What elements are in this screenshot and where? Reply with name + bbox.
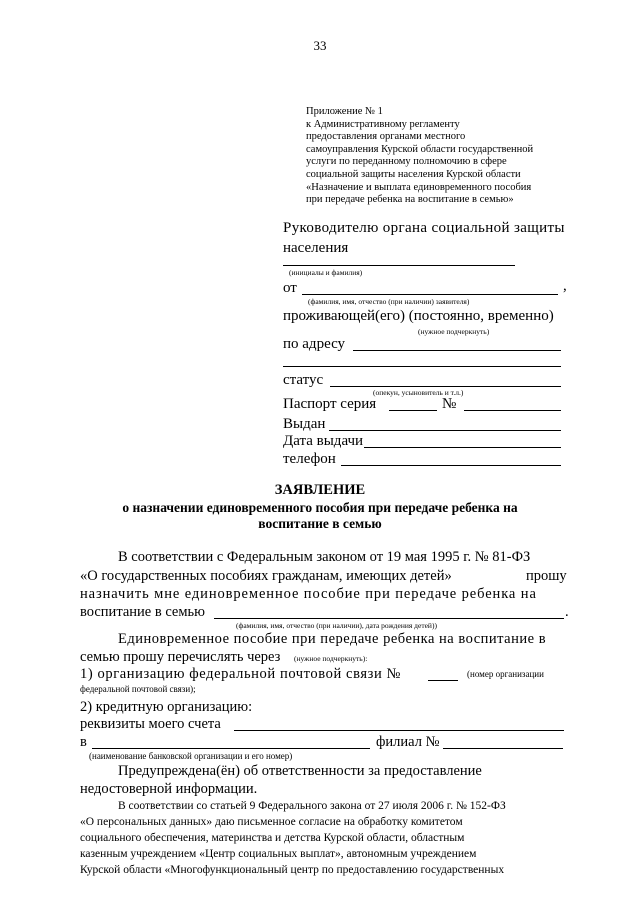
appendix-line: к Административному регламенту — [306, 118, 460, 130]
paragraph-1-dot: . — [565, 604, 569, 620]
consent-line-2: «О персональных данных» даю письменное согласие на обработку комитетом — [80, 816, 463, 828]
document-title: ЗАЯВЛЕНИЕ — [274, 482, 366, 498]
initials-underline — [283, 265, 515, 266]
address-label: по адресу — [283, 336, 346, 352]
warning-line-1: Предупреждена(ён) об ответственности за предоставление — [118, 763, 482, 779]
from-label: от — [283, 280, 297, 296]
appendix-block — [306, 106, 606, 207]
from-comma: , — [563, 278, 567, 294]
paragraph-1-line-2-end: прошу — [526, 568, 567, 584]
addressee-line2: населения — [283, 240, 349, 256]
fio-hint: (фамилия, имя, отчество (при наличии) заявителя) — [308, 297, 470, 306]
paragraph-1-line-2: «О государственных пособиях гражданам, имеющих детей» — [80, 568, 452, 584]
option-1-hint-2: федеральной почтовой связи); — [80, 684, 196, 694]
status-underline — [330, 386, 561, 387]
document-subtitle-2: воспитание в семью — [258, 516, 382, 531]
issued-field — [329, 430, 561, 431]
appendix-line: «Назначение и выплата единовременного пособия — [306, 181, 532, 193]
appendix-line: самоуправления Курской области государственной — [306, 143, 534, 155]
phone-label: телефон — [283, 451, 336, 467]
child-info-hint: (фамилия, имя, отчество (при наличии), дата рождения детей)) — [236, 621, 437, 630]
status-hint: (опекун, усыновитель и т.л.) — [373, 388, 464, 397]
paragraph-2-hint: (нужное подчеркнуть): — [294, 654, 368, 663]
passport-number-label: № — [442, 396, 457, 412]
page-number: 33 — [313, 38, 327, 53]
option-1-post: 1) организацию федеральной почтовой связи № — [80, 666, 401, 682]
appendix-line: предоставления органами местного — [306, 131, 466, 143]
consent-line-3: социального обеспечения, материнства и детства Курской области, областным — [80, 832, 465, 844]
issued-label: Выдан — [283, 416, 326, 432]
post-number-field — [428, 680, 458, 681]
phone-field — [341, 465, 561, 466]
paragraph-1-line-4: воспитание в семью — [80, 604, 205, 620]
bank-name-field — [92, 748, 370, 749]
passport-label: Паспорт серия — [283, 396, 377, 412]
bank-hint: (наименование банковской организации и его номер) — [89, 751, 293, 761]
account-field — [234, 730, 564, 731]
consent-line-1: В соответствии со статьей 9 Федерального закона от 27 июля 2006 г. № 152-ФЗ — [118, 800, 506, 812]
passport-series-field — [389, 410, 437, 411]
child-info-field — [214, 618, 564, 619]
option-2-bank: 2) кредитную организацию: — [80, 699, 253, 715]
addressee-line1: Руководителю органа социальной защиты — [283, 220, 565, 236]
paragraph-2-line-1: Единовременное пособие при передаче ребенка на воспитание в — [118, 631, 547, 647]
consent-line-5: Курской области «Многофункциональный центр по предоставлению государственных — [80, 864, 505, 876]
warning-line-2: недостоверной информации. — [80, 781, 258, 797]
appendix-line: Приложение № 1 — [306, 106, 383, 117]
branch-label: филиал № — [376, 734, 440, 750]
address-underline — [353, 350, 561, 351]
appendix-line: услуги по переданному полномочию в сфере — [306, 156, 507, 168]
branch-number-field — [443, 748, 563, 749]
address-underline-2 — [283, 366, 561, 367]
consent-line-4: казенным учреждением «Центр социальных выплат», автономным учреждением — [80, 848, 477, 860]
paragraph-1-line-3: назначить мне единовременное пособие при передаче ребенка на — [80, 586, 537, 602]
appendix-line: при передаче ребенка на воспитание в семью» — [306, 194, 514, 206]
option-1-hint: (номер организации — [467, 669, 544, 679]
passport-number-field — [464, 410, 561, 411]
issue-date-field — [364, 447, 561, 448]
appendix-line: социальной защиты населения Курской области — [306, 168, 521, 180]
bank-in-label: в — [80, 734, 87, 750]
residing-label: проживающей(его) (постоянно, временно) — [283, 308, 554, 324]
from-underline — [302, 294, 558, 295]
issue-date-label: Дата выдачи — [283, 433, 364, 449]
document-subtitle-1: о назначении единовременного пособия при передаче ребенка на — [122, 500, 518, 515]
initials-hint: (инициалы и фамилия) — [289, 268, 363, 277]
underline-hint: (нужное подчеркнуть) — [418, 327, 490, 336]
paragraph-1-line-1: В соответствии с Федеральным законом от 19 мая 1995 г. № 81-ФЗ — [118, 549, 531, 565]
status-label: статус — [283, 372, 324, 388]
paragraph-2-line-2: семью прошу перечислять через — [80, 649, 281, 665]
account-label: реквизиты моего счета — [80, 716, 221, 732]
